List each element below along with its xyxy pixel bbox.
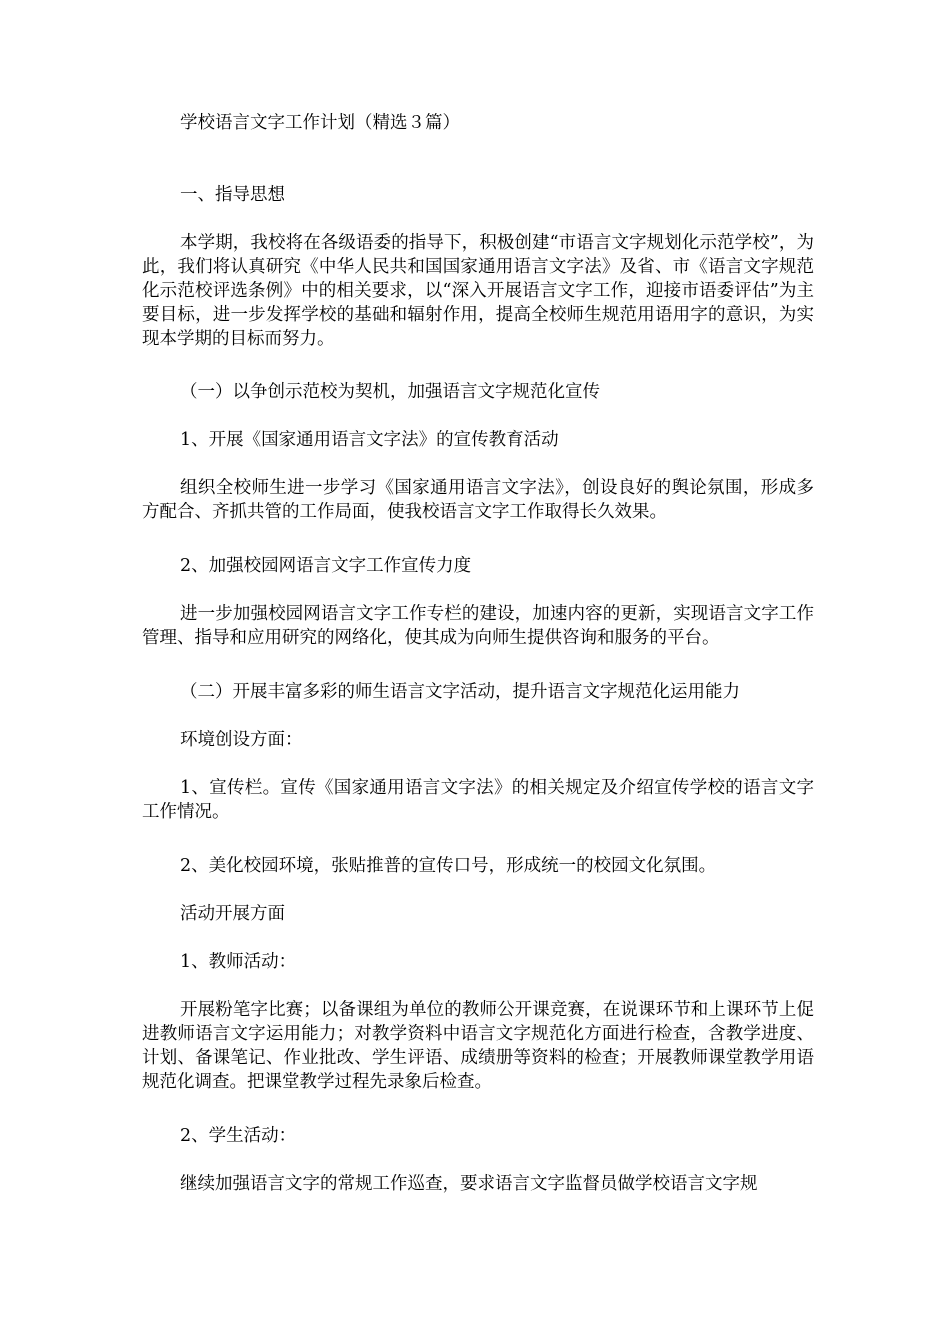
paragraph: 继续加强语言文字的常规工作巡查，要求语言文字监督员做学校语言文字规	[180, 1174, 758, 1194]
document-title: 学校语言文字工作计划（精选３篇）	[180, 113, 460, 133]
list-item: 2、加强校园网语言文字工作宣传力度	[180, 556, 472, 576]
paragraph: 开展粉笔字比赛；以备课组为单位的教师公开课竞赛，在说课环节和上课环节上促进教师语言文字运用能力；对教学资料中语言文字规范化方面进行检查，含教学进度、计划、备课笔记、作业批改、学生评语、成绩册等资料的检查；开展教师课堂教学用语规范化调查。把课堂教学过程先录象后检查。	[142, 1000, 814, 1092]
subsection-heading: （二）开展丰富多彩的师生语言文字活动，提升语言文字规范化运用能力	[180, 682, 740, 702]
subsection-heading: （一）以争创示范校为契机，加强语言文字规范化宣传	[180, 382, 600, 402]
list-item: 1、开展《国家通用语言文字法》的宣传教育活动	[180, 430, 559, 450]
subheading: 活动开展方面	[180, 904, 285, 924]
list-item: 1、教师活动：	[180, 952, 297, 972]
section-heading: 一、指导思想	[180, 185, 285, 205]
list-item: 2、美化校园环境，张贴推普的宣传口号，形成统一的校园文化氛围。	[180, 856, 717, 876]
paragraph: 组织全校师生进一步学习《国家通用语言文字法》，创设良好的舆论氛围，形成多方配合、齐抓共管的工作局面，使我校语言文字工作取得长久效果。	[142, 478, 814, 522]
paragraph: 进一步加强校园网语言文字工作专栏的建设，加速内容的更新，实现语言文字工作管理、指导和应用研究的网络化，使其成为向师生提供咨询和服务的平台。	[142, 604, 814, 648]
list-item: 1、宣传栏。宣传《国家通用语言文字法》的相关规定及介绍宣传学校的语言文字工作情况。	[142, 778, 814, 822]
paragraph: 本学期，我校将在各级语委的指导下，积极创建“市语言文字规划化示范学校”，为此，我们将认真研究《中华人民共和国国家通用语言文字法》及省、市《语言文字规范化示范校评选条例》中的相关要求，以“深入开展语言文字工作，迎接市语委评估”为主要目标，进一步发挥学校的基础和辐射作用，提高全校师生规范用语用字的意识，为实现本学期的目标而努力。	[142, 233, 814, 349]
list-item: 2、学生活动：	[180, 1126, 297, 1146]
subheading: 环境创设方面：	[180, 730, 303, 750]
